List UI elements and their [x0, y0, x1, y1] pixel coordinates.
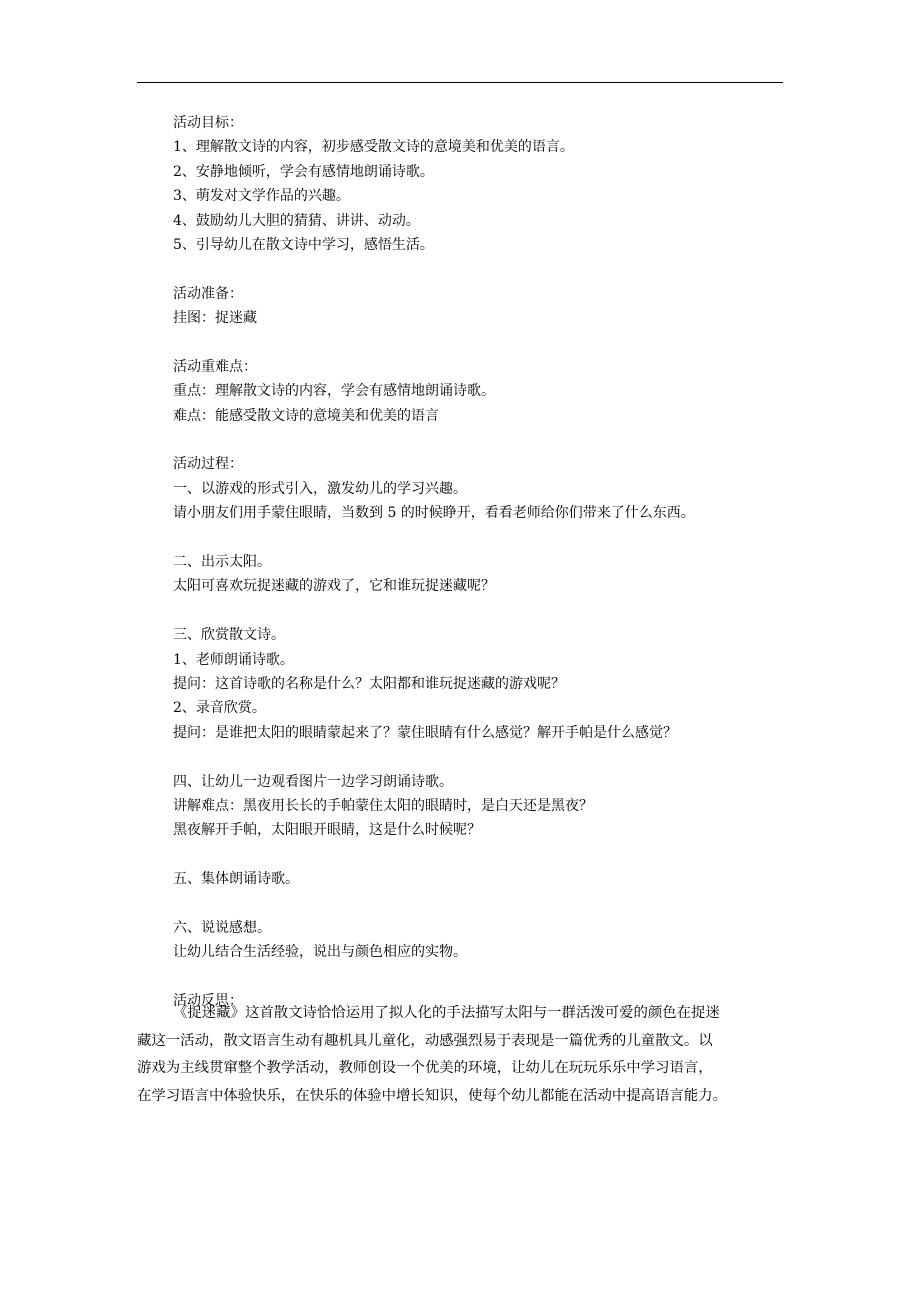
reflection-line: 在学习语言中体验快乐，在快乐的体验中增长知识，使每个幼儿都能在活动中提高语言能力。 — [137, 1087, 728, 1104]
process-step-title: 二、出示太阳。 — [173, 554, 271, 571]
process-step-text: 请小朋友们用手蒙住眼睛，当数到 5 的时候睁开，看看老师给你们带来了什么东西。 — [173, 505, 695, 522]
goal-item: 3、萌发对文学作品的兴趣。 — [173, 188, 350, 205]
process-heading: 活动过程： — [173, 456, 243, 473]
goal-item: 1、理解散文诗的内容，初步感受散文诗的意境美和优美的语言。 — [173, 139, 574, 156]
process-step-title: 五、集体朗诵诗歌。 — [173, 871, 299, 888]
process-step-text: 提问：是谁把太阳的眼睛蒙起来了？蒙住眼睛有什么感觉？解开手帕是什么感觉？ — [173, 724, 677, 741]
process-step-title: 三、欣赏散文诗。 — [173, 627, 285, 644]
lesson-plan-body — [173, 111, 785, 1013]
reflection-line: 游戏为主线贯窜整个教学活动，教师创设一个优美的环境，让幼儿在玩玩乐乐中学习语言， — [137, 1060, 713, 1076]
process-step-text: 1、老师朗诵诗歌。 — [173, 651, 294, 668]
reflection-paragraph — [137, 1000, 785, 1110]
process-step-text: 太阳可喜欢玩捉迷藏的游戏了，它和谁玩捉迷藏呢？ — [173, 578, 495, 595]
key-point-item: 重点：理解散文诗的内容，学会有感情地朗诵诗歌。 — [173, 383, 495, 400]
key-points-heading: 活动重难点： — [173, 358, 257, 375]
key-point-item: 难点：能感受散文诗的意境美和优美的语言 — [173, 407, 439, 424]
process-step-text: 黑夜解开手帕，太阳眼开眼睛，这是什么时候呢？ — [173, 822, 481, 839]
reflection-heading: 活动反思： — [173, 993, 243, 1010]
preparation-heading: 活动准备： — [173, 285, 243, 302]
header-rule — [137, 82, 783, 83]
reflection-line: 《捉迷藏》这首散文诗恰恰运用了拟人化的手法描写太阳与一群活泼可爱的颜色在捉迷 — [173, 1005, 720, 1021]
process-step-text: 让幼儿结合生活经验，说出与颜色相应的实物。 — [173, 944, 467, 961]
goal-item: 4、鼓励幼儿大胆的猜猜、讲讲、动动。 — [173, 212, 420, 229]
preparation-item: 挂图：捉迷藏 — [173, 310, 257, 327]
process-step-title: 六、说说感想。 — [173, 919, 271, 936]
goal-item: 2、安静地倾听，学会有感情地朗诵诗歌。 — [173, 163, 434, 180]
process-step-text: 讲解难点：黑夜用长长的手帕蒙住太阳的眼睛时，是白天还是黑夜？ — [173, 797, 593, 814]
process-step-text: 提问：这首诗歌的名称是什么？太阳都和谁玩捉迷藏的游戏呢？ — [173, 675, 565, 692]
process-step-text: 2、录音欣赏。 — [173, 700, 266, 717]
process-step-title: 四、让幼儿一边观看图片一边学习朗诵诗歌。 — [173, 773, 453, 790]
goal-item: 5、引导幼儿在散文诗中学习，感悟生活。 — [173, 236, 434, 253]
reflection-line: 藏这一活动，散文语言生动有趣机具儿童化，动感强烈易于表现是一篇优秀的儿童散文。以 — [137, 1032, 713, 1049]
goals-heading: 活动目标： — [173, 115, 243, 131]
process-step-title: 一、以游戏的形式引入，激发幼儿的学习兴趣。 — [173, 480, 467, 497]
